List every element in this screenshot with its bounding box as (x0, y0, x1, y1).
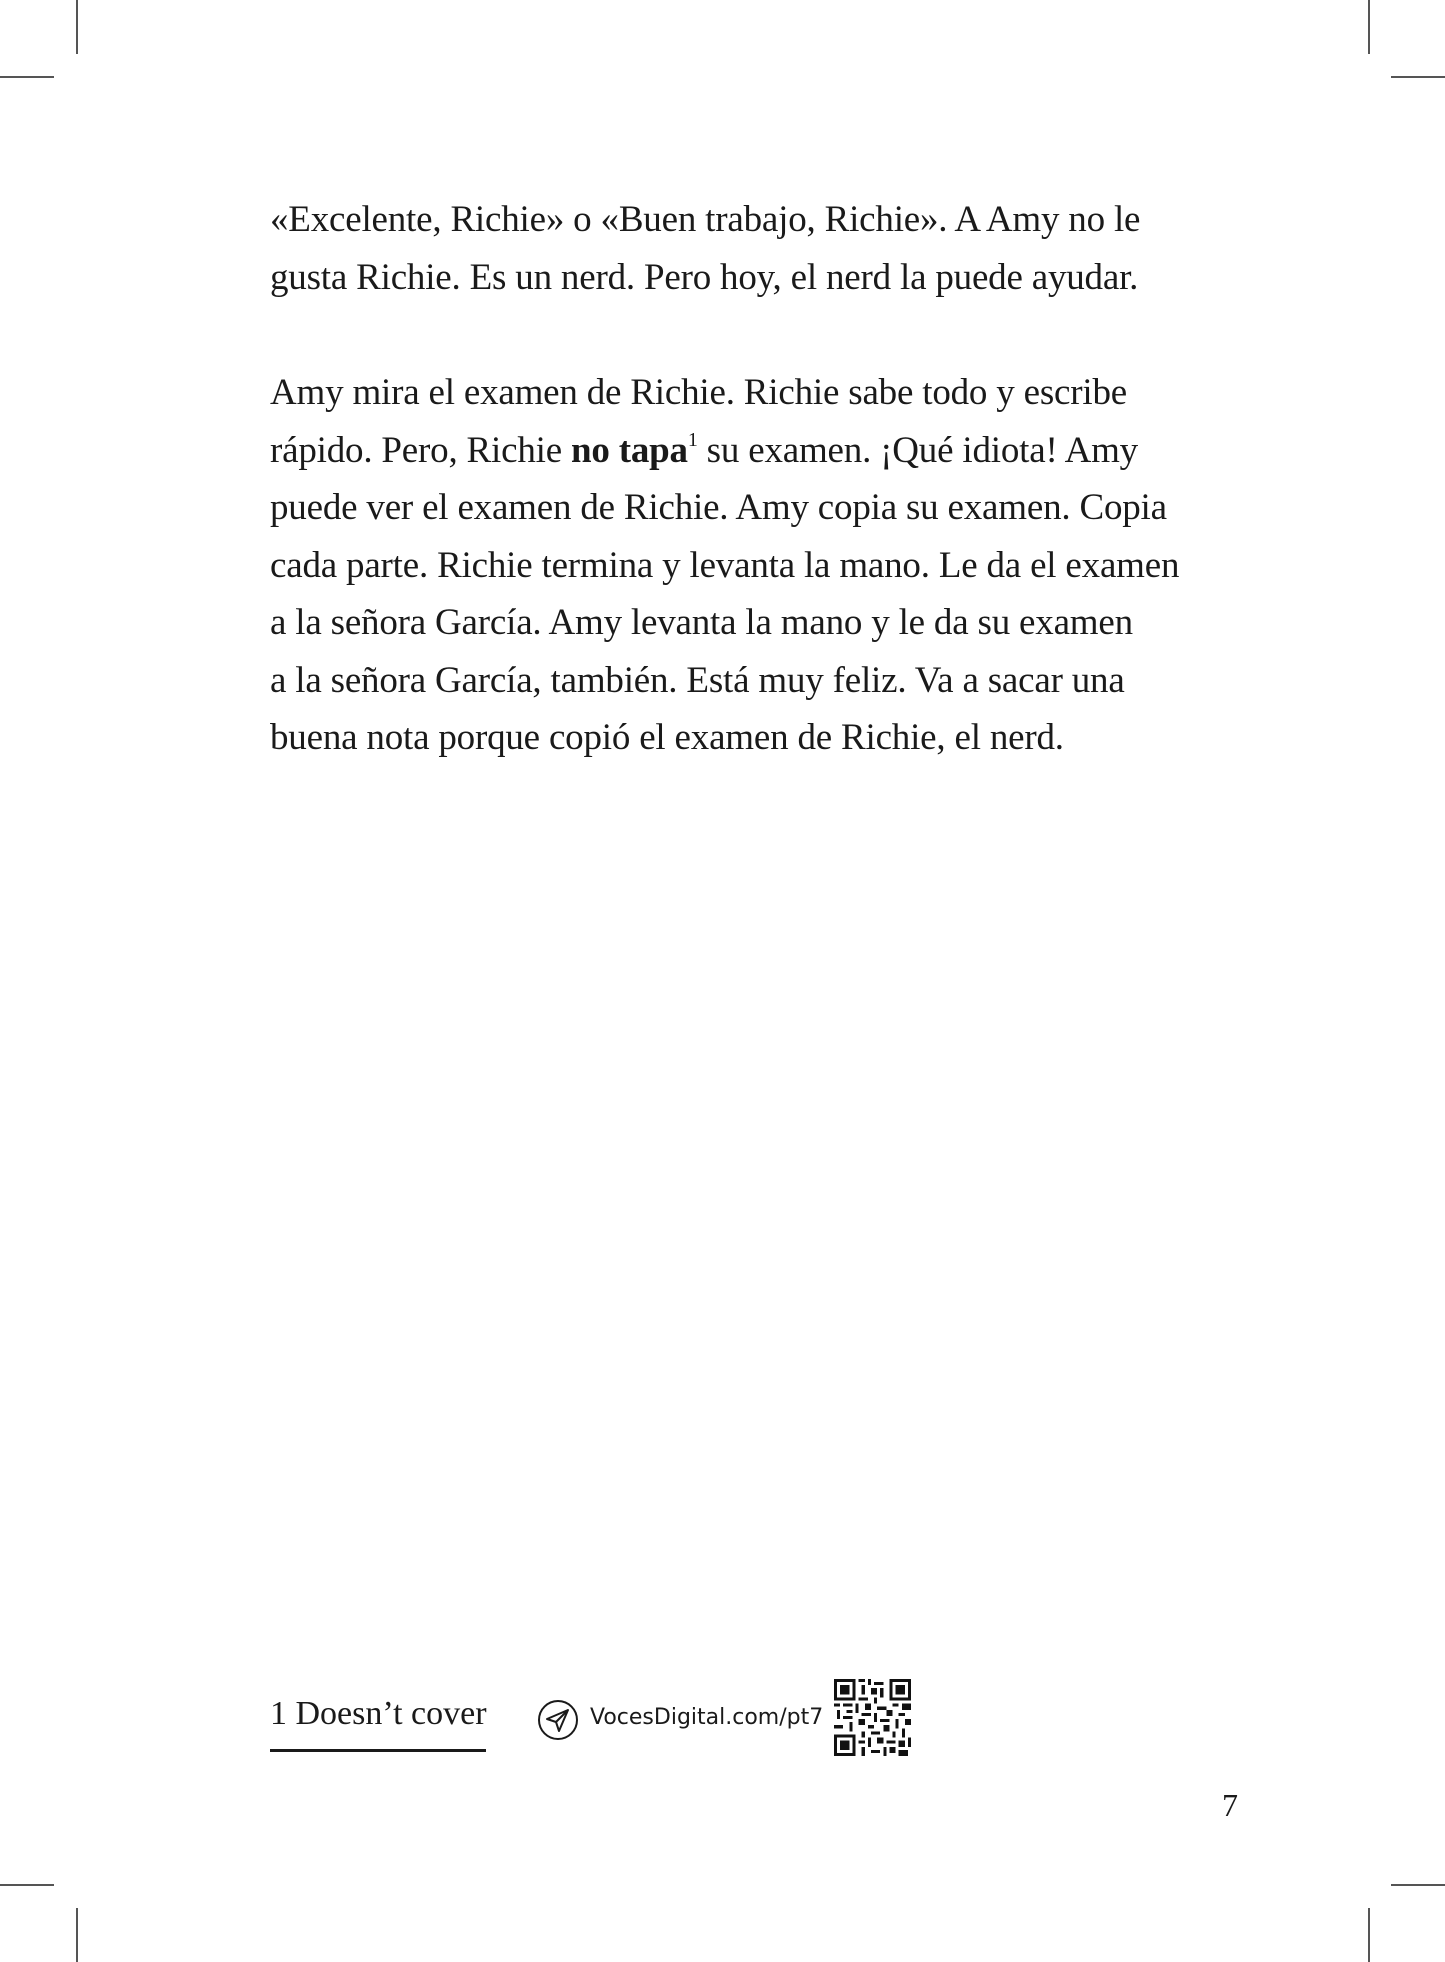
qr-code-icon[interactable] (834, 1679, 911, 1756)
text-line: gusta Richie. Es un nerd. Pero hoy, el nerd la puede ayudar. (270, 256, 1139, 298)
text-line: a la señora García. Amy levanta la mano y le da su examen (270, 602, 1133, 643)
crop-mark (1391, 76, 1445, 78)
vocab-term: no tapa (570, 429, 688, 471)
crop-mark (0, 1884, 54, 1886)
text-line: «Excelente, Richie» o «Buen trabajo, Richie». A Amy no le (270, 199, 1141, 240)
text-line (270, 422, 1250, 480)
page-number: 7 (1222, 1787, 1238, 1823)
crop-mark (1391, 1884, 1445, 1886)
text-segment: rápido. Pero, Richie (270, 429, 571, 471)
footnote: 1 Doesn’t cover (270, 1695, 487, 1732)
text-line: cada parte. Richie termina y levanta la mano. Le da el examen (270, 544, 1180, 586)
crop-mark (76, 0, 78, 54)
crop-mark (0, 76, 54, 78)
footnote-rule (270, 1749, 486, 1752)
voces-digital-link[interactable] (537, 1697, 823, 1743)
link-text[interactable]: VocesDigital.com/pt7 (590, 1704, 824, 1730)
text-line: a la señora García, también. Está muy feliz. Va a sacar una (270, 659, 1125, 701)
navigation-arrow-icon (537, 1699, 579, 1741)
crop-mark (1368, 1908, 1370, 1962)
footnote-marker: 1 (687, 428, 698, 451)
crop-mark (1368, 0, 1370, 54)
crop-mark (76, 1908, 78, 1962)
text-line: puede ver el examen de Richie. Amy copia su examen. Copia (270, 487, 1167, 528)
paragraph-1 (270, 191, 1250, 306)
paragraph-2 (270, 364, 1250, 767)
text-line: buena nota porque copió el examen de Richie, el nerd. (270, 717, 1064, 758)
text-line: Amy mira el examen de Richie. Richie sabe todo y escribe (270, 372, 1127, 413)
text-segment: su examen. ¡Qué idiota! Amy (697, 429, 1138, 471)
